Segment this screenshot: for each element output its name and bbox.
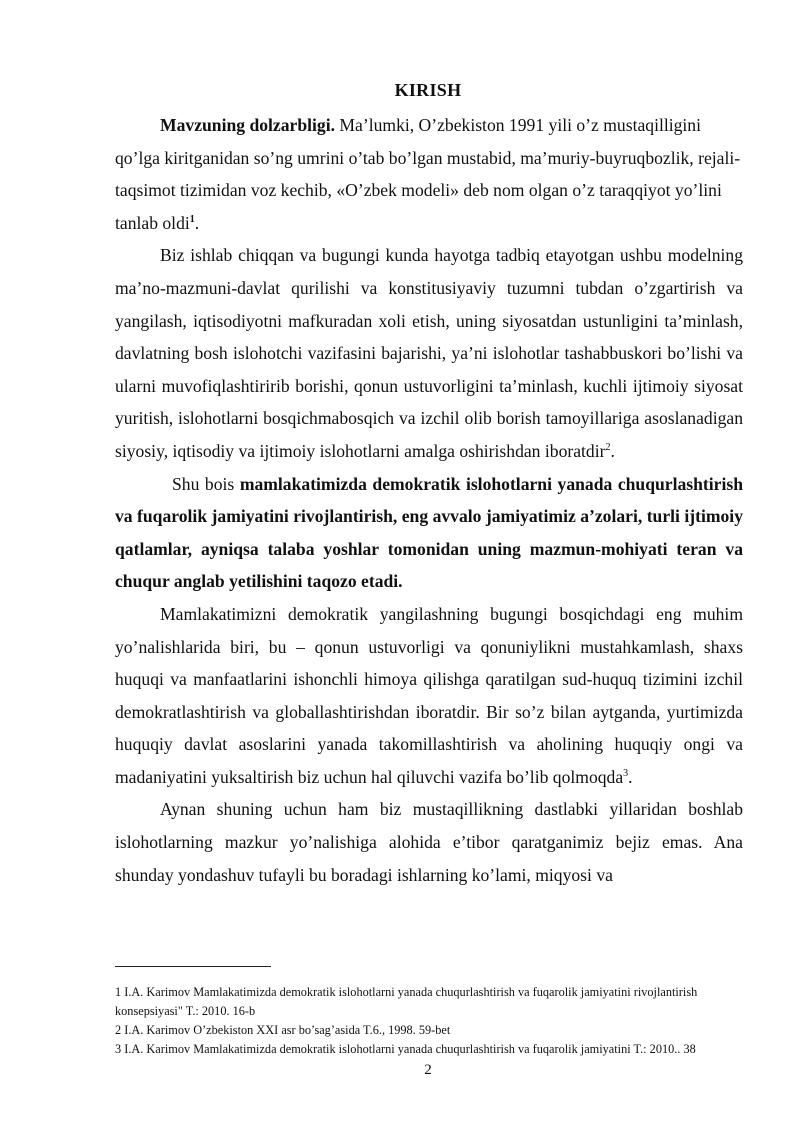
footnote-2: 2 I.A. Karimov O’zbekiston XXI asr bo’sag’asida T.6., 1998. 59-bet — [115, 1023, 451, 1037]
paragraph-bold-text: mamlakatimizda demokratik islohotlarni yanada chuqurlashtirish va fuqarolik jamiyatini rivojlantirish, eng avvalo jamiyatimiz a’zolari, turli ijtimoiy qatlamlar, ayniqsa talaba yoshlar tomonidan uning mazmun-mohiyati teran va chuqur anglab yetilishini taqozo etadi. — [115, 473, 743, 592]
page-title: KIRISH — [394, 80, 462, 100]
paragraph-text: Mamlakatimizni demokratik yangilashning bugungi bosqichdagi eng muhim yo’nalishlarida biri, bu – qonun ustuvorligi va qonuniylikni mustahkamlash, shaxs huquqi va manfaatlarini ishonchli himoya qilishga qaratilgan sud-huquq tizimini izchil demokratlashtirish va globallashtirishdan iboratdir. Bir so’z bilan aytganda, yurtimizda huquqiy davlat asoslarini yanada takomillashtirish va aholining huquqiy ongi va madaniyatini yuksaltirish biz uchun hal qiluvchi vazifa bo’lib qolmoqda — [115, 603, 743, 787]
paragraph-text: Ma’lumki, O’zbekiston 1991 yili o’z mustaqilligini qo’lga kiritganidan so’ng umrini o’tab bo’lgan mustabid, ma’muriy-buyruqbozlik, rejali-taqsimot tizimidan voz kechib, «O’zbek modeli» deb nom olgan o’z taraqqiyot yo’lini tanlab oldi — [115, 115, 741, 233]
paragraph-end: . — [610, 440, 615, 461]
paragraph-text: Biz ishlab chiqqan va bugungi kunda hayotga tadbiq etayotgan ushbu modelning ma’no-mazmuni-davlat qurilishi va konstitusiyaviy tuzumni tubdan o’zgartirish va yangilash, iqtisodiyotni mafkuradan xoli etish, uning siyosatdan ustunligini ta’minlash, davlatning bosh islohotchi vazifasini bajarishi, ya’ni islohotlar tashabbuskori bo’lishi va ularni muvofiqlashtiririb borishi, qonun ustuvorligini ta’minlash, kuchli ijtimoiy siyosat yuritish, islohotlarni bosqichmabosqich va izchil olib borish tamoyillariga asoslanadigan siyosiy, iqtisodiy va ijtimoiy islohotlarni amalga oshirishdan iboratdir — [115, 245, 743, 461]
footnote-ref-2[interactable]: 2 — [605, 442, 611, 454]
body-text — [115, 109, 743, 891]
page-number: 2 — [424, 1062, 432, 1078]
paragraph-model — [115, 239, 743, 467]
paragraph-democratic-renewal — [115, 598, 743, 794]
paragraph-lead-text: Shu bois — [172, 473, 240, 494]
paragraph-relevance — [115, 109, 743, 239]
footnote-ref-3[interactable]: 3 — [623, 768, 629, 780]
paragraph-end: . — [628, 766, 633, 787]
paragraph-approach — [115, 793, 743, 891]
paragraph-emphasis — [115, 468, 743, 598]
paragraph-end: . — [194, 212, 200, 233]
footnote-3: 3 I.A. Karimov Mamlakatimizda demokratik islohotlarni yanada chuqurlashtirish va fuqarolik jamiyatini T.: 2010.. 38 — [115, 1042, 696, 1056]
footnotes — [115, 983, 743, 1059]
paragraph-lead-heading: Mavzuning dolzarbligi. — [160, 115, 335, 135]
footnote-1: 1 I.A. Karimov Mamlakatimizda demokratik islohotlarni yanada chuqurlashtirish va fuqarolik jamiyatini rivojlantirish konsepsiyasi" T.: 2010. 16-b — [115, 985, 698, 1018]
paragraph-text: Aynan shuning uchun ham biz mustaqillikning dastlabki yillaridan boshlab islohotlarning mazkur yo’nalishiga alohida e’tibor qaratganimiz bejiz emas. Ana shunday yondashuv tufayli bu boradagi ishlarning ko’lami, miqyosi va — [115, 799, 743, 885]
footnote-ref-1[interactable]: 1 — [189, 213, 195, 225]
footnote-separator — [115, 966, 271, 967]
